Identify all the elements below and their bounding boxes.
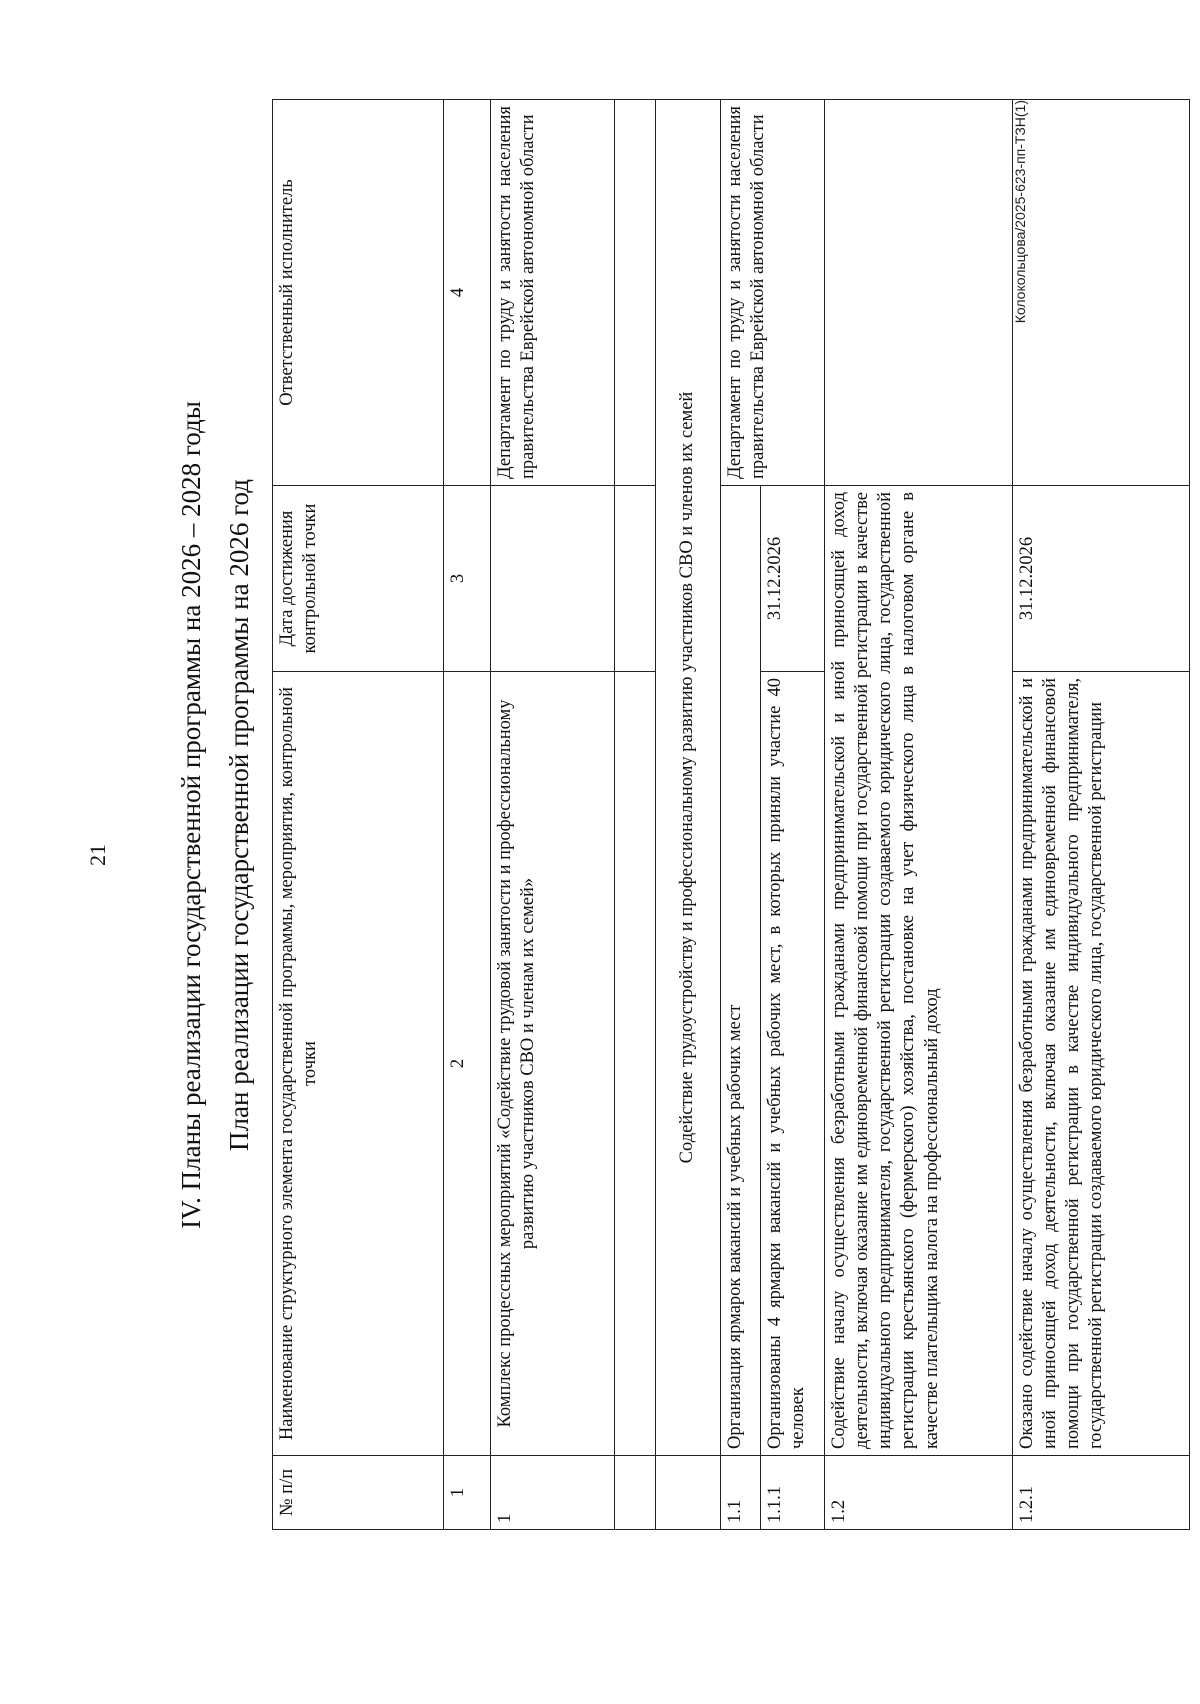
table-section-row — [656, 100, 721, 1530]
implementation-plan-table — [272, 99, 1190, 1530]
row-executor — [1013, 100, 1190, 486]
table-row — [1013, 100, 1190, 1530]
table-row — [491, 100, 615, 1530]
rotated-landscape-page — [168, 100, 1107, 1530]
row-executor: Департамент по труду и занятости населения правительства Еврейской автономной области — [721, 100, 825, 486]
row-name: Оказано содействие началу осуществления безработными гражданами предпринимательской и иной приносящей доход деятельности, включая оказание им единовременной финансовой помощи при государственной регистрации в качестве индивидуального предпринимателя, государственной регистрации создаваемого юридического лица, государственной регистрации — [1013, 672, 1190, 1456]
row-number: 1.1 — [721, 1456, 761, 1530]
header-number: № п/п — [273, 1456, 444, 1530]
table-row — [721, 100, 761, 1530]
row-number: 1.2 — [825, 1456, 1013, 1530]
header-executor: Ответственный исполнитель — [273, 100, 444, 486]
row-date: 31.12.2026 — [761, 486, 825, 672]
row-executor: Департамент по труду и занятости населения правительства Еврейской автономной области — [491, 100, 615, 486]
table-header-row — [273, 100, 444, 1530]
column-number: 1 — [444, 1456, 491, 1530]
column-number-row — [444, 100, 491, 1530]
section-heading: IV. Планы реализации государственной программы на 2026 – 2028 годы — [176, 401, 206, 1229]
row-executor — [825, 100, 1013, 486]
row-date: 31.12.2026 — [1013, 486, 1190, 672]
page-number: 21 — [85, 844, 110, 866]
header-date: Дата достижения контрольной точки — [273, 486, 444, 672]
table-spacer-row — [615, 100, 656, 1530]
row-number: 1.2.1 — [1013, 1456, 1190, 1530]
table-row — [825, 100, 1013, 1530]
header-element-name: Наименование структурного элемента государственной программы, мероприятия, контрольной точки — [273, 672, 444, 1456]
document-reference-note: Колокольцова/2025-623-пп-ТЗН(1) — [1012, 100, 1028, 324]
row-name: Организованы 4 ярмарки вакансий и учебных рабочих мест, в которых приняли участие 40 человек — [761, 672, 825, 1456]
row-name: Содействие началу осуществления безработными гражданами предпринимательской и иной приносящей доход деятельности, включая оказание им единовременной финансовой помощи при государственной регистрации в качестве индивидуального предпринимателя, государственной регистрации создаваемого юридического лица, государственной регистрации крестьянского (фермерского) хозяйства, постановке на учет физического лица в налоговом органе в качестве плательщика налога на профессиональный доход — [825, 486, 1013, 1456]
column-number: 4 — [444, 100, 491, 486]
section-title: Содействие трудоустройству и профессиональному развитию участников СВО и членов их семей — [656, 100, 721, 1456]
row-number: 1 — [491, 1456, 615, 1530]
column-number: 2 — [444, 672, 491, 1456]
row-number: 1.1.1 — [761, 1456, 825, 1530]
row-name: Организация ярмарок вакансий и учебных рабочих мест — [721, 486, 761, 1456]
row-date — [491, 486, 615, 672]
row-name: Комплекс процессных мероприятий «Содействие трудовой занятости и профессиональному развитию участников СВО и членам их семей» — [491, 672, 615, 1456]
plan-heading: План реализации государственной программы на 2026 год — [224, 479, 254, 1151]
column-number: 3 — [444, 486, 491, 672]
